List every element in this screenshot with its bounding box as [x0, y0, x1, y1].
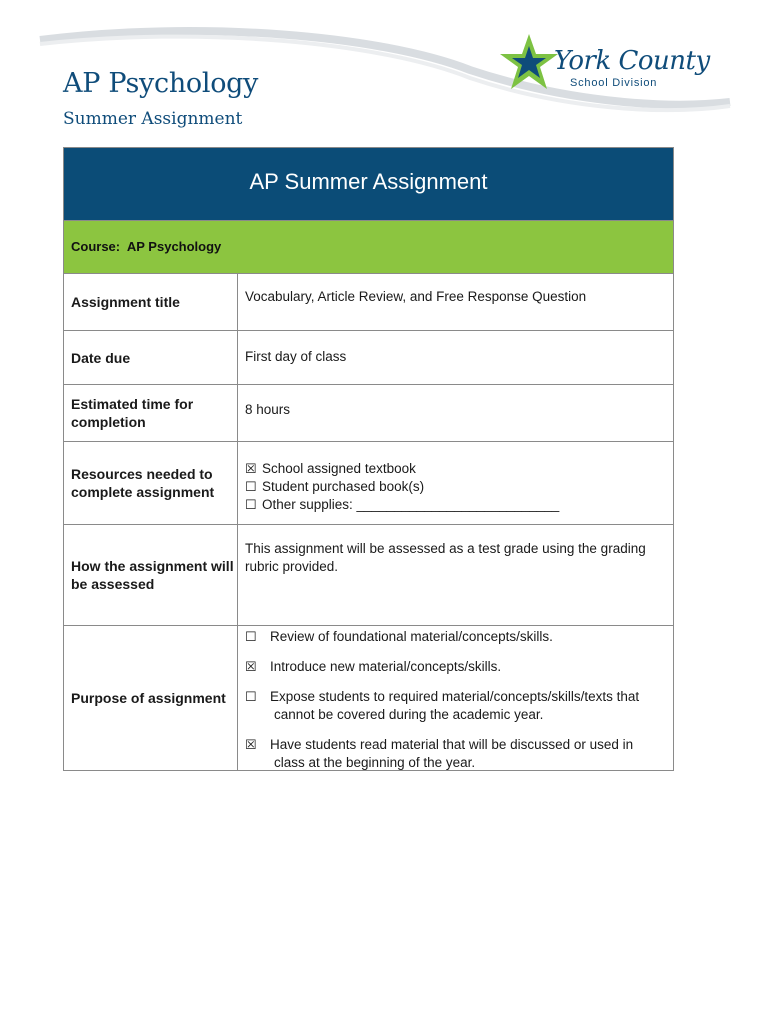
purpose-item	[245, 736, 673, 772]
page-title: AP Psychology	[63, 68, 259, 99]
form-heading: AP Summer Assignment	[64, 148, 673, 220]
purpose-item	[245, 628, 673, 646]
resource-item	[245, 478, 673, 496]
row-assignment-title	[64, 273, 673, 330]
assignment-form	[63, 147, 674, 771]
course-label: Course:	[71, 239, 121, 254]
logo-name: York County	[554, 46, 710, 76]
row-date-due	[64, 330, 673, 384]
label-estimated-time: Estimated time for completion	[64, 385, 238, 441]
label-assignment-title: Assignment title	[64, 274, 238, 330]
checkbox[interactable]: ☐	[245, 479, 257, 494]
value-assessed: This assignment will be assessed as a test grade using the grading rubric provided.	[245, 541, 646, 574]
resource-item	[245, 460, 673, 478]
checkbox[interactable]: ☐	[245, 689, 257, 704]
label-purpose: Purpose of assignment	[64, 626, 238, 770]
purpose-text-cont: cannot be covered during the academic year.	[274, 707, 544, 722]
row-assessed	[64, 524, 673, 625]
course-bar	[64, 220, 673, 273]
purpose-text-cont: class at the beginning of the year.	[274, 755, 476, 770]
star-icon	[498, 32, 560, 94]
purpose-text: Have students read material that will be discussed or used in	[270, 737, 634, 752]
course-value: AP Psychology	[126, 239, 222, 254]
row-purpose	[64, 625, 673, 770]
checkbox[interactable]: ☒	[245, 737, 257, 752]
checkbox[interactable]: ☐	[245, 497, 257, 512]
school-logo	[498, 30, 710, 98]
resource-item	[245, 496, 673, 514]
logo-division: School Division	[570, 77, 658, 89]
row-resources	[64, 441, 673, 524]
label-resources: Resources needed to complete assignment	[64, 442, 238, 524]
checkbox[interactable]: ☐	[245, 629, 257, 644]
purpose-item	[245, 658, 673, 676]
row-estimated-time	[64, 384, 673, 441]
value-assignment-title: Vocabulary, Article Review, and Free Response Question	[245, 289, 587, 304]
resource-text: Other supplies: ___________________________	[262, 497, 560, 512]
label-date-due: Date due	[64, 331, 238, 384]
page-subtitle: Summer Assignment	[63, 109, 243, 129]
resource-text: Student purchased book(s)	[262, 479, 425, 494]
purpose-text: Review of foundational material/concepts/skills.	[270, 629, 553, 644]
value-date-due: First day of class	[245, 349, 347, 364]
value-estimated-time: 8 hours	[245, 402, 291, 417]
checkbox[interactable]: ☒	[245, 659, 257, 674]
label-assessed: How the assignment will be assessed	[64, 525, 238, 625]
purpose-item	[245, 688, 673, 724]
purpose-list	[238, 626, 673, 770]
purpose-text: Expose students to required material/concepts/skills/texts that	[270, 689, 640, 704]
purpose-text: Introduce new material/concepts/skills.	[270, 659, 502, 674]
checkbox[interactable]: ☒	[245, 461, 257, 476]
resource-text: School assigned textbook	[262, 461, 416, 476]
resources-list	[238, 442, 673, 524]
